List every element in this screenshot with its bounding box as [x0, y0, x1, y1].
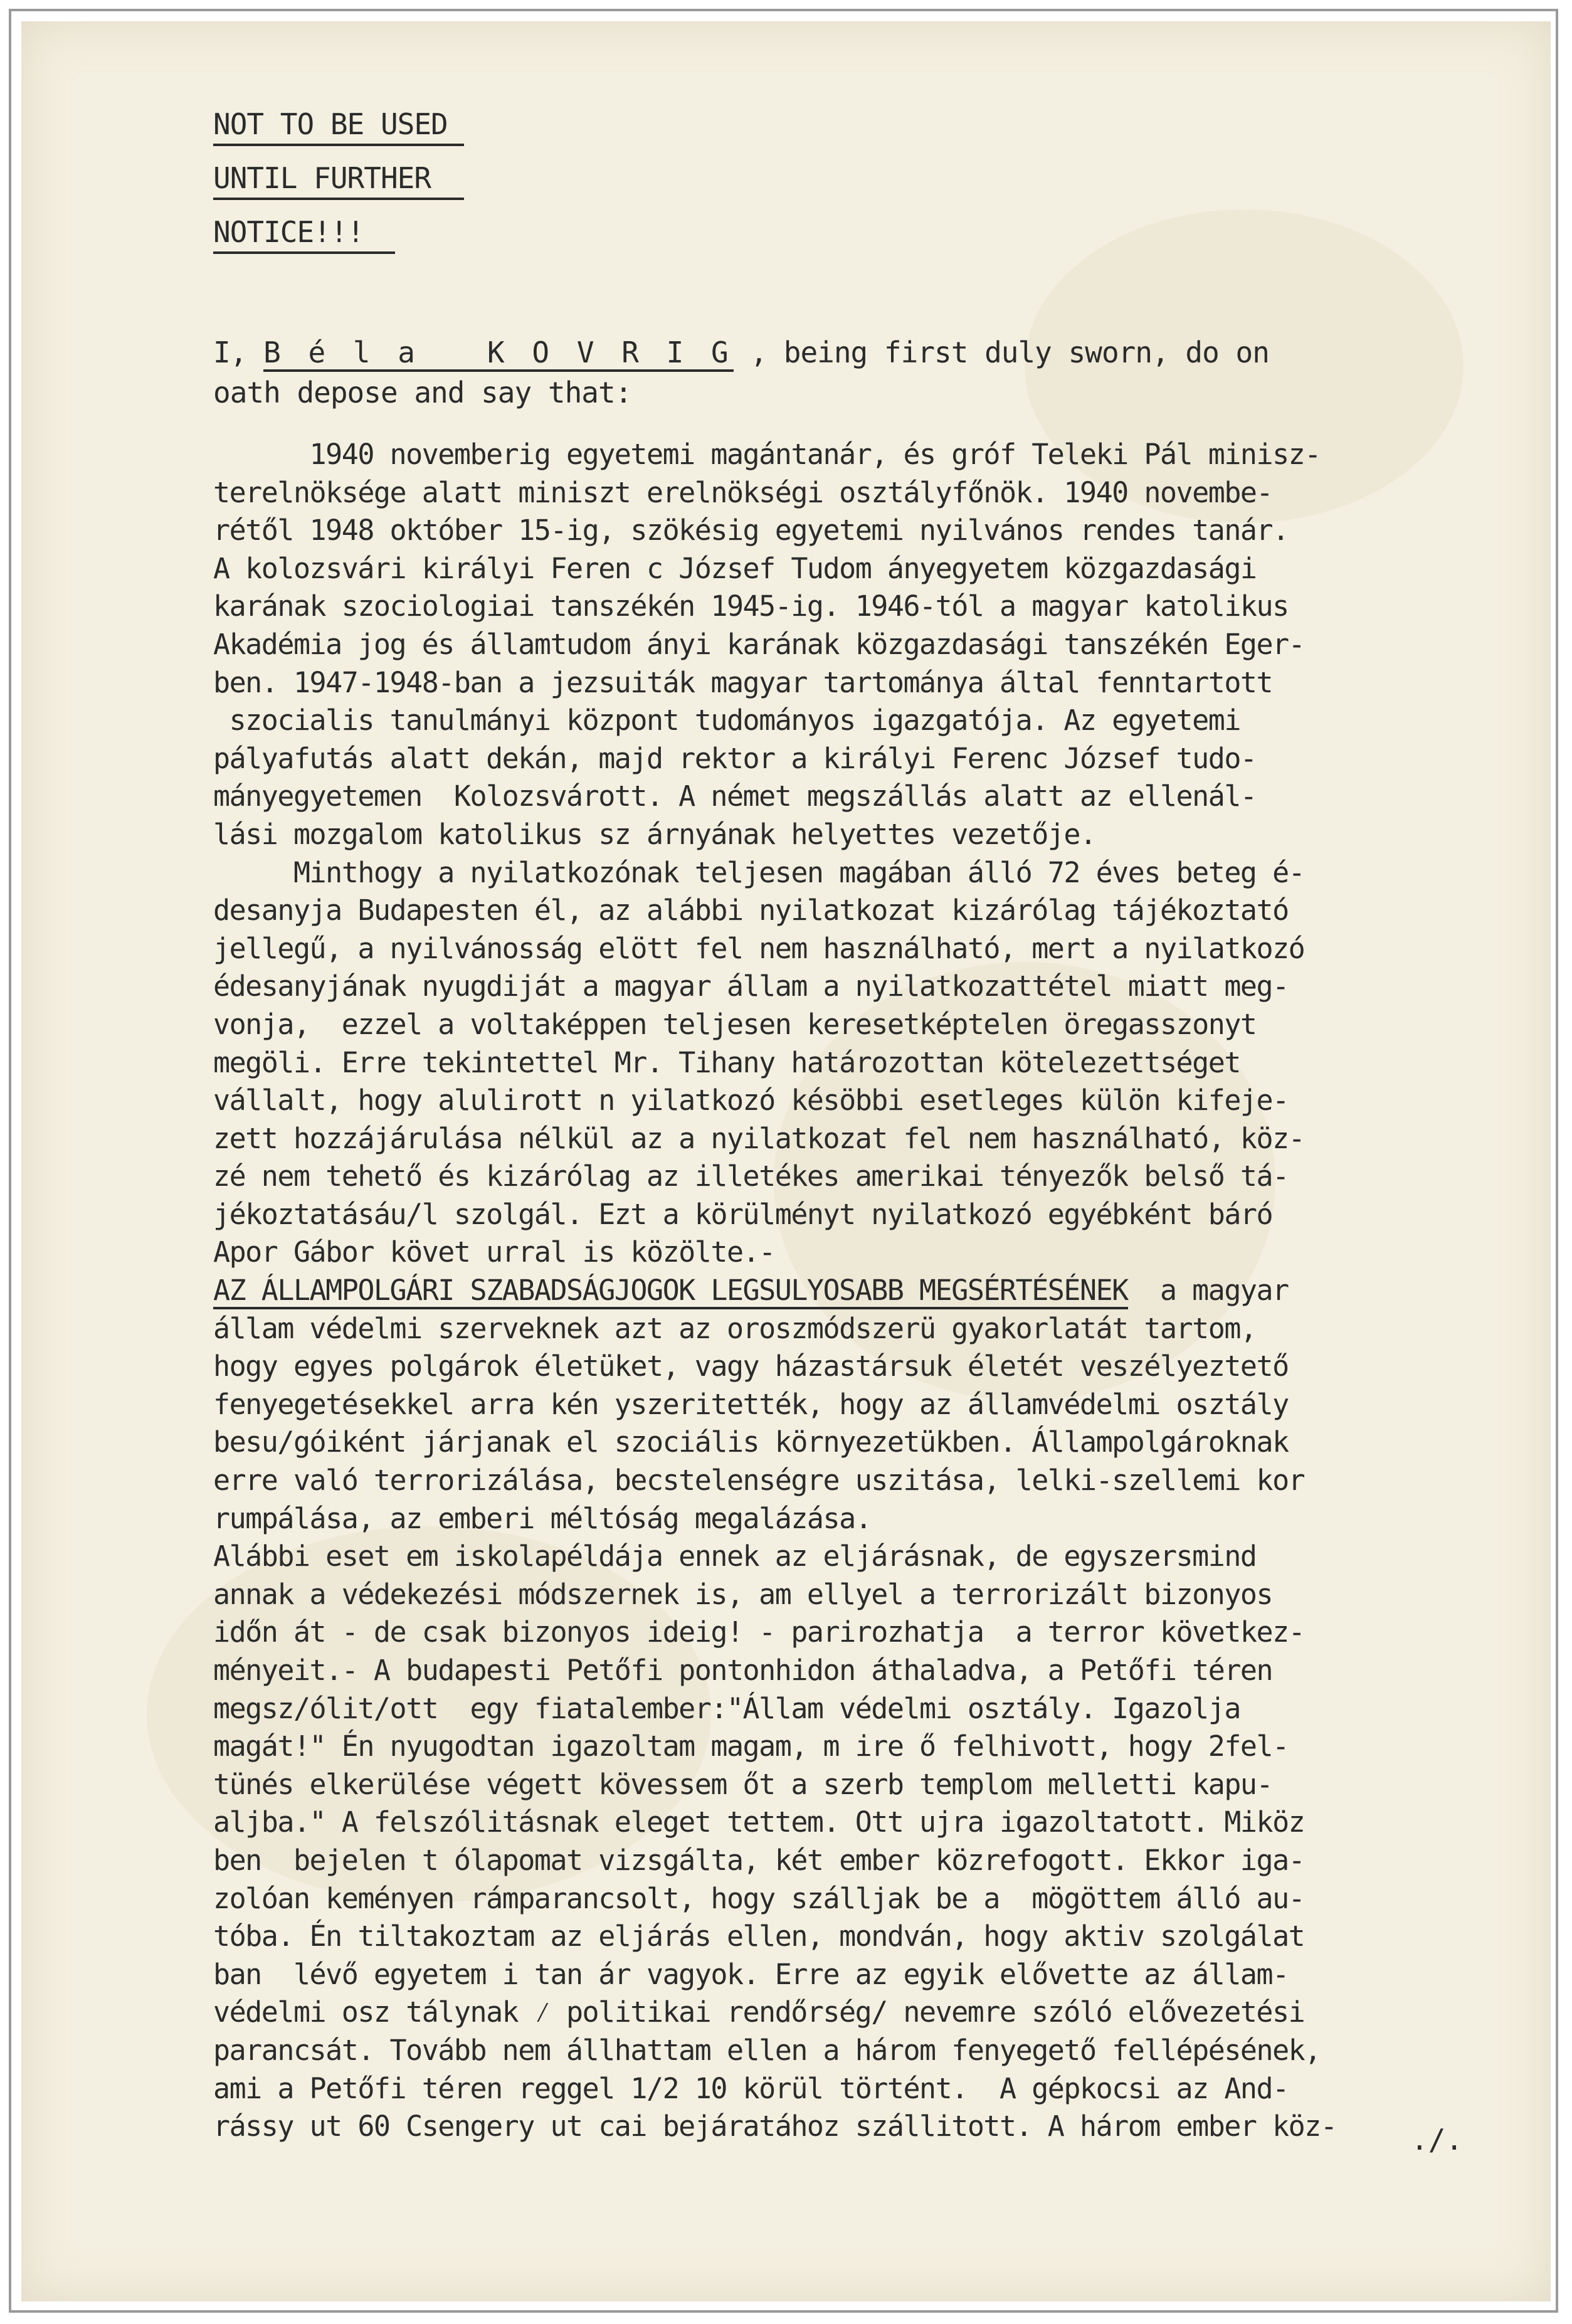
text-line: parancsát. Tovább nem állhattam ellen a három fenyegető fellépésének,	[213, 2033, 1321, 2067]
text-line: 1940 novemberig egyetemi magántanár, és gróf Teleki Pál minisz-	[213, 438, 1321, 471]
restriction-notice	[213, 107, 464, 272]
text-line: ami a Petőfi téren reggel 1/2 10 körül történt. A gépkocsi az And-	[213, 2071, 1289, 2105]
text-line: állam védelmi szerveknek azt az oroszmódszerü gyakorlatát tartom,	[213, 1311, 1257, 1345]
text-line: zett hozzájárulása nélkül az a nyilatkozat fel nem használható, köz-	[213, 1121, 1305, 1155]
text-line: megöli. Erre tekintettel Mr. Tihany határozottan kötelezettséget	[213, 1045, 1240, 1079]
notice-line: UNTIL FURTHER	[213, 164, 464, 200]
text-line: tóba. Én tiltakoztam az eljárás ellen, mondván, hogy aktiv szolgálat	[213, 1920, 1305, 1953]
oath-statement	[213, 332, 1269, 413]
text-line: rétől 1948 október 15-ig, szökésig egyetemi nyilvános rendes tanár.	[213, 514, 1289, 547]
text-line: Akadémia jog és államtudom ányi karának közgazdasági tanszékén Eger-	[213, 627, 1305, 661]
text-line: Alábbi eset em iskolapéldája ennek az eljárásnak, de egyszersmind	[213, 1540, 1257, 1573]
page-continuation-mark: ./.	[1411, 2123, 1464, 2157]
text-line: erre való terrorizálása, becstelenségre uszitása, lelki-szellemi kor	[213, 1464, 1305, 1497]
text-line: zolóan keményen rámparancsolt, hogy szálljak be a mögöttem álló au-	[213, 1881, 1305, 1915]
text-line: ményeit.- A budapesti Petőfi pontonhidon áthaladva, a Petőfi téren	[213, 1654, 1273, 1687]
text-line: fenyegetésekkel arra kén yszeritették, hogy az államvédelmi osztály	[213, 1387, 1289, 1421]
statement-body	[213, 436, 1536, 2146]
notice-line: NOTICE!!!	[213, 218, 395, 254]
text-line: pályafutás alatt dekán, majd rektor a királyi Ferenc József tudo-	[213, 741, 1257, 775]
text-line: rumpálása, az emberi méltóság megalázása.	[213, 1501, 872, 1535]
text-line: ban lévő egyetem i tan ár vagyok. Erre az egyik elővette az állam-	[213, 1957, 1289, 1991]
text-line: annak a védekezési módszernek is, am ellyel a terrorizált bizonyos	[213, 1577, 1273, 1611]
notice-line: NOT TO BE USED	[213, 110, 464, 146]
text-line: mányegyetemen Kolozsvárott. A német megszállás alatt az ellenál-	[213, 779, 1257, 813]
oath-prefix: I,	[213, 335, 264, 369]
text-line: édesanyjának nyugdiját a magyar állam a nyilatkozattétel miatt meg-	[213, 969, 1289, 1003]
text-line: szocialis tanulmányi központ tudományos igazgatója. Az egyetemi	[213, 704, 1240, 737]
deponent-name: B é l a K O V R I G	[263, 335, 734, 372]
text-line: vonja, ezzel a voltaképpen teljesen keresetképtelen öregasszonyt	[213, 1007, 1257, 1041]
text-line: besu/góiként járjanak el szociális környezetükben. Állampolgároknak	[213, 1425, 1289, 1459]
text-line: hogy egyes polgárok életüket, vagy házastársuk életét veszélyeztető	[213, 1350, 1289, 1383]
text-line: Minthogy a nyilatkozónak teljesen magában álló 72 éves beteg é-	[213, 855, 1305, 889]
text-line: zé nem tehető és kizárólag az illetékes amerikai tényezők belső tá-	[213, 1159, 1289, 1193]
text-line	[213, 1272, 1536, 1310]
text-line: időn át - de csak bizonyos ideig! - parirozhatja a terror következ-	[213, 1615, 1305, 1649]
oath-suffix: , being first duly sworn, do on	[733, 335, 1269, 369]
text-line: védelmi osz tálynak ⁄ politikai rendőrség/ nevemre szóló elővezetési	[213, 1995, 1305, 2029]
heading-continuation: a magyar	[1127, 1274, 1289, 1307]
text-line: karának szociologiai tanszékén 1945-ig. 1946-tól a magyar katolikus	[213, 589, 1289, 623]
oath-line-2: oath depose and say that:	[213, 376, 632, 409]
text-line: lási mozgalom katolikus sz árnyának helyettes vezetője.	[213, 817, 1096, 851]
text-line: megsz/ólit/ott egy fiatalember:"Állam védelmi osztály. Igazolja	[213, 1691, 1240, 1725]
text-line: tünés elkerülése végett kövessem őt a szerb templom melletti kapu-	[213, 1767, 1273, 1801]
text-line: aljba." A felszólitásnak eleget tettem. Ott ujra igazoltatott. Miköz	[213, 1805, 1305, 1839]
text-line: magát!" Én nyugodtan igazoltam magam, m ire ő felhivott, hogy 2fel-	[213, 1730, 1289, 1763]
text-line: A kolozsvári királyi Feren c József Tudom ányegyetem közgazdasági	[213, 551, 1257, 585]
text-line: terelnöksége alatt miniszt erelnökségi osztályfőnök. 1940 novembe-	[213, 475, 1273, 509]
text-line: vállalt, hogy alulirott n yilatkozó késöbbi esetleges külön kifeje-	[213, 1084, 1289, 1117]
underlined-heading: AZ ÁLLAMPOLGÁRI SZABADSÁGJOGOK LEGSULYOSABB MEGSÉRTÉSÉNEK	[213, 1274, 1128, 1309]
text-line: Apor Gábor követ urral is közölte.-	[213, 1235, 775, 1269]
text-line: jékoztatásáu/l szolgál. Ezt a körülményt nyilatkozó egyébként báró	[213, 1197, 1273, 1231]
text-line: jellegű, a nyilvánosság elött fel nem használható, mert a nyilatkozó	[213, 931, 1305, 965]
text-line: desanyja Budapesten él, az alábbi nyilatkozat kizárólag tájékoztató	[213, 894, 1289, 927]
text-line: ben bejelen t ólapomat vizsgálta, két ember közrefogott. Ekkor iga-	[213, 1843, 1305, 1877]
text-line: rássy ut 60 Csengery ut cai bejáratához szállitott. A három ember köz-	[213, 2110, 1337, 2143]
text-line: ben. 1947-1948-ban a jezsuiták magyar tartománya által fenntartott	[213, 665, 1273, 699]
